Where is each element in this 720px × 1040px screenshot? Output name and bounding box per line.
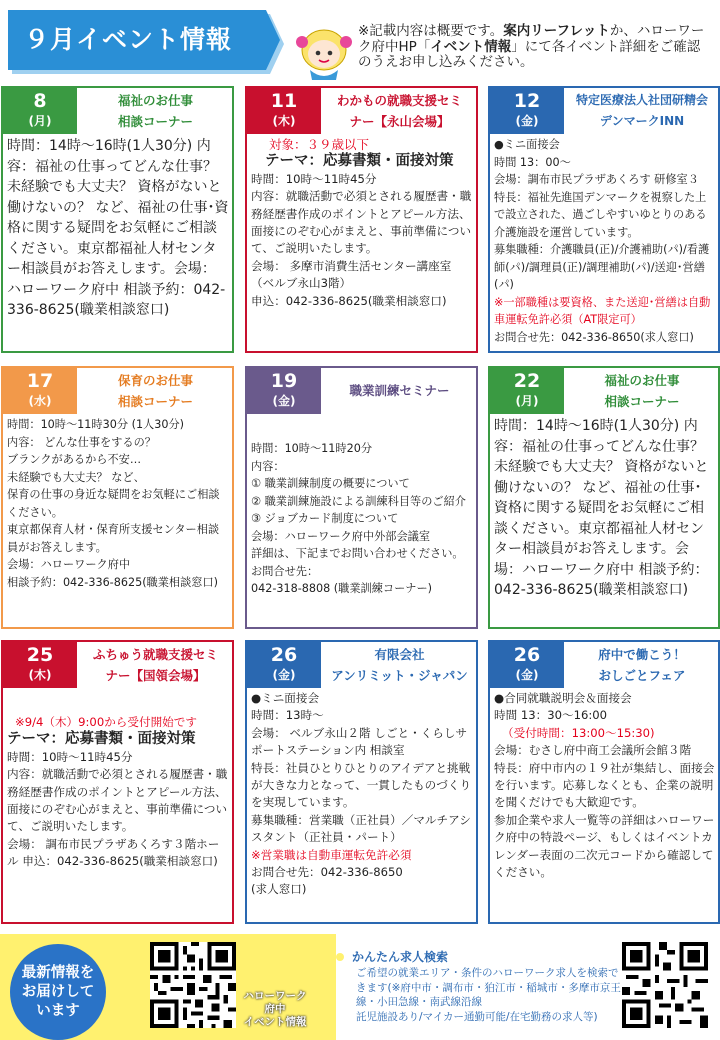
event-card-sep8[interactable]: [1, 86, 234, 353]
event-date: [490, 368, 564, 414]
event-date: [3, 368, 77, 414]
qr-label: ハローワーク 府中 イベント情報: [243, 990, 307, 1028]
event-theme: テーマ：応募書類・面接対策: [7, 731, 196, 748]
event-card-sep17[interactable]: [1, 366, 234, 629]
job-search-description: ご希望の就業エリア・条件のハローワーク求人を検索できます(※府中市・調布市・狛江市・稲城市・多摩市京王線・小田急線・南武線沿線 託児施設あり/マイカー通勤可能/在宅勤務の求人等): [356, 967, 621, 1023]
event-title: 福祉のお仕事 相談コーナー: [604, 373, 680, 409]
event-card-sep26-unlimit[interactable]: [245, 640, 478, 924]
event-day: 12: [513, 90, 541, 112]
event-body: 対象：３９歳以下 テーマ：応募書類・面接対策 時間：10時～11時45分 内容：就職活動で必須とされる履歴書・職務経歴書作成のポイントとアピール方法、面接にのぞむ心がまえと、事前準備について、ご説明いたします。 会場： 多摩市消費生活センター講座室（ベルブ永山3階） 申込：042-336-8625(職業相談窓口): [251, 137, 472, 308]
event-card-sep22[interactable]: [488, 366, 720, 629]
event-body: ●合同就職説明会＆面接会 時間 13：30～16:00 （受付時間：13:00～15:30) 会場：むさし府中商工会議所会館３階 特長：府中市内の１９社が集結し、面接会を行います。応募しなくとも、企業の説明を聞くだけでも大歓迎です。 参加企業や求人一覧等の詳細はハローワーク府中の特設ページ、もしくはイベントカレンダー表面の二次元コードから確認してください。: [494, 691, 715, 880]
event-card-sep12[interactable]: [488, 86, 720, 353]
event-weekday: (木): [28, 668, 52, 682]
event-card-sep11[interactable]: [245, 86, 478, 353]
event-weekday: (金): [272, 668, 296, 682]
job-search-qr-code[interactable]: [622, 942, 708, 1028]
event-weekday: (月): [515, 394, 539, 408]
event-note: ※一部職種は要資格、また送迎･営繕は自動車運転免許必須（AT限定可）: [494, 295, 711, 326]
event-date: [247, 642, 321, 688]
event-weekday: (水): [28, 394, 52, 408]
job-search-title: かんたん求人検索: [352, 950, 449, 964]
event-weekday: (月): [28, 114, 52, 128]
event-day: 22: [513, 370, 541, 392]
event-weekday: (金): [515, 114, 539, 128]
event-day: 26: [270, 644, 298, 666]
event-title: 特定医療法人社団研精会 デンマークINN: [575, 93, 708, 128]
event-date: [490, 88, 564, 134]
event-title: 有限会社 アンリミット・ジャパン: [331, 647, 468, 683]
event-date: [247, 88, 321, 134]
event-info-qr-code[interactable]: [150, 942, 236, 1028]
page-title: ９月イベント情報: [23, 25, 232, 54]
event-title: ふちゅう就職支援セミ ナー【国領会場】: [92, 647, 218, 683]
event-note: （受付時間：13:00～15:30): [502, 725, 655, 740]
event-day: 8: [33, 90, 47, 112]
event-weekday: (木): [272, 114, 296, 128]
event-card-sep26-fair[interactable]: [488, 640, 720, 924]
event-body: ●ミニ面接会 時間：13時～ 会場： ベルブ永山２階 しごと・くらしサポートステーション内 相談室 特長：社員ひとりひとりのアイデアと挑戦が大きな力となって、一貫したものづくりを実現しています。 募集職種：営業職（正社員）／マルチアシスタント（正社員・パート） ※営業職は自動車運転免許必須 お問合せ先：042-336-8650 (求人窓口): [251, 691, 472, 897]
event-day: 19: [270, 370, 298, 392]
event-title: 職業訓練セミナー: [349, 383, 450, 398]
event-day: 11: [270, 90, 298, 112]
latest-info-badge: 最新情報を お届けして います: [10, 944, 106, 1040]
event-body: 時間：10時～11時30分 (1人30分) 内容： どんな仕事をするの？ ブランクがあるから不安… 未経験でも大丈夫？ など、 保育の仕事の身近な疑問をお気軽にご相談ください。 東京都保育人材・保育所支援センター相談員がお答えします。 会場：ハローワーク府中 相談予約：042-336-8625(職業相談窓口): [7, 418, 220, 589]
event-weekday: (金): [272, 394, 296, 408]
event-body: ●ミニ面接会 時間 13：00～ 会場：調布市民プラザあくろす 研修室３ 特長：福祉先進国デンマークを視察した上で設立された、過ごしやすいゆとりのある介護施設を運営しています。 募集職種：介護職員(正)/介護補助(パ)/看護師(パ)/調理員(正)/調理補助(パ)/送迎･営繕(パ) ※一部職種は要資格、また送迎･営繕は自動車運転免許必須（AT限定可） お問合せ先：042-336-8650(求人窓口): [494, 136, 715, 346]
event-card-sep25[interactable]: [1, 640, 234, 924]
event-day: 25: [26, 644, 54, 666]
event-theme: テーマ：応募書類・面接対策: [265, 153, 454, 170]
event-day: 26: [513, 644, 541, 666]
event-title: 福祉のお仕事 相談コーナー: [117, 93, 193, 129]
event-note: ※営業職は自動車運転免許必須: [251, 847, 412, 862]
bullet-icon: [336, 953, 344, 961]
mascot-icon: [290, 20, 356, 84]
event-body: ※9/4（木）9:00から受付開始です テーマ：応募書類・面接対策 時間：10時～11時45分 内容：就職活動で必須とされる履歴書・職務経歴書作成のポイントとアピール方法、面接にのぞむ心がまえと、事前準備について、ご説明いたします。 会場： 調布市民プラザあくろす３階ホール 申込：042-336-8625(職業相談窓口): [7, 715, 228, 869]
footer-divider: [330, 934, 336, 1040]
event-title: 保育のお仕事 相談コーナー: [117, 373, 193, 409]
event-date: [3, 88, 77, 134]
event-card-sep19[interactable]: [245, 366, 478, 629]
event-title: わかもの就職支援セミ ナー【永山会場】: [336, 93, 462, 129]
event-weekday: (金): [515, 668, 539, 682]
event-target: ※9/4（木）9:00から受付開始です: [15, 715, 197, 729]
event-target: 対象：３９歳以下: [269, 137, 370, 152]
event-body: 時間：14時～16時(1人30分) 内容：福祉の仕事ってどんな仕事？未経験でも大丈夫？ 資格がないと働けないの？ など、福祉の仕事･資格に関する疑問をお気軽にご相談ください。東京都福祉人材センター相談員がお答えします。会場：ハローワーク府中 相談予約：042-336-8625(職業相談窓口): [494, 418, 709, 598]
event-title: 府中で働こう！ おしごとフェア: [598, 647, 686, 683]
event-date: [490, 642, 564, 688]
event-day: 17: [26, 370, 54, 392]
event-body: 時間：10時～11時20分 内容： ① 職業訓練制度の概要について ② 職業訓練施設による訓練科目等のご紹介 ③ ジョブカード制度について 会場：ハローワーク府中外部会議室 詳細は、下記までお問い合わせください。 お問合せ先： 042-318-8808 (職業訓練コーナー): [251, 442, 466, 595]
event-body: 時間：14時～16時(1人30分) 内容：福祉の仕事ってどんな仕事？未経験でも大丈夫？ 資格がないと働けないの？ など、福祉の仕事･資格に関する疑問をお気軽にご相談ください。東京都福祉人材センター相談員がお答えします。会場：ハローワーク府中 相談予約：042-336-8625(職業相談窓口): [7, 138, 229, 318]
event-date: [247, 368, 321, 414]
event-date: [3, 642, 77, 688]
page-title-banner: [8, 10, 284, 74]
notice-text: ※記載内容は概要です。案内リーフレットか、ハローワーク府中HP「イベント情報」にて各イベント詳細をご確認のうえお申し込みください。: [358, 23, 705, 70]
